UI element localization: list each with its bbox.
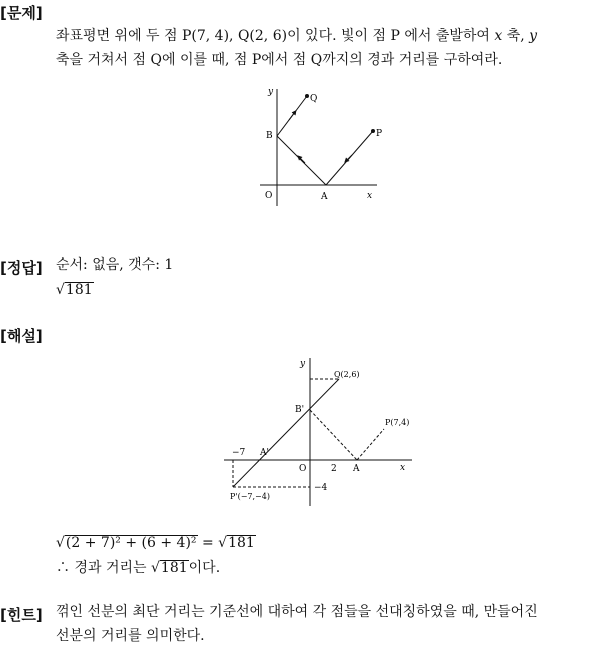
fig1-q-label: Q: [310, 94, 318, 104]
answer-header: [정답]: [0, 259, 43, 277]
problem-text-1b: 축,: [502, 28, 530, 44]
solution-formula: √(2 + 7)² + (6 + 4)² = √181: [56, 535, 255, 551]
answer-value: √181: [56, 282, 93, 298]
problem-figure: [255, 84, 385, 209]
problem-text-1a: 좌표평면 위에 두 점 P(7, 4), Q(2, 6)이 있다. 빛이 점 P 에서 출발하여: [56, 28, 495, 44]
fig1-b-label: B: [266, 131, 273, 141]
fig2-neg4-label: −4: [314, 483, 328, 493]
fig2-two-label: 2: [331, 464, 337, 474]
solution-conclusion: ∴ 경과 거리는 √181이다.: [56, 560, 221, 576]
fig2-y-label: y: [300, 359, 306, 369]
arrow-1: [346, 155, 352, 161]
segment-pprime-q: [233, 379, 339, 487]
answer-radicand: 181: [65, 282, 93, 298]
hint-header: [힌트]: [0, 606, 43, 624]
hint-line-1: 꺾인 선분의 최단 거리는 기준선에 대하여 각 점들을 선대칭하였을 때, 만들어진: [56, 604, 538, 620]
fig1-a-label: A: [321, 192, 328, 202]
conclusion-text-b: 이다.: [188, 560, 221, 576]
fig2-x-label: x: [400, 463, 406, 473]
fig1-p-label: P: [376, 129, 383, 139]
problem-line-2: 축을 거쳐서 점 Q에 이를 때, 점 P에서 점 Q까지의 경과 거리를 구하여라.: [56, 52, 503, 68]
point-p: [371, 129, 375, 133]
hint-line-2: 선분의 거리를 의미한다.: [56, 628, 205, 644]
formula-equals: =: [197, 535, 219, 551]
fig2-a-label: A: [353, 464, 360, 474]
solution-figure: [220, 354, 420, 509]
problem-header: [문제]: [0, 4, 43, 22]
problem-line-1: [56, 27, 537, 45]
arrow-3: [289, 112, 295, 120]
segment-a-p: [357, 429, 384, 460]
fig1-o-label: O: [265, 191, 273, 201]
fig1-x-label: x: [367, 191, 373, 201]
fig2-neg7-label: −7: [232, 448, 246, 458]
fig2-p-label: P(7,4): [385, 418, 410, 427]
fig2-bprime-label: B': [295, 405, 305, 415]
conclusion-radicand: 181: [160, 560, 188, 576]
segment-ab: [277, 136, 326, 185]
arrow-2: [299, 157, 305, 163]
fig2-pprime-label: P'(−7,−4): [230, 492, 270, 501]
problem-y-var: y: [529, 28, 538, 44]
fig1-y-label: y: [268, 87, 274, 97]
formula-result: 181: [228, 535, 255, 551]
fig2-aprime-label: A': [260, 448, 269, 458]
formula-radicand: (2 + 7)² + (6 + 4)²: [65, 535, 197, 551]
conclusion-text-a: ∴ 경과 거리는: [56, 560, 151, 576]
solution-header: [해설]: [0, 327, 43, 345]
fig2-o-label: O: [299, 464, 307, 474]
point-q: [305, 94, 309, 98]
segment-bprime-a: [310, 410, 357, 460]
fig2-q-label: Q(2,6): [334, 370, 360, 379]
problem-x-var: x: [494, 28, 503, 44]
answer-meta: 순서: 없음, 갯수: 1: [56, 257, 174, 273]
